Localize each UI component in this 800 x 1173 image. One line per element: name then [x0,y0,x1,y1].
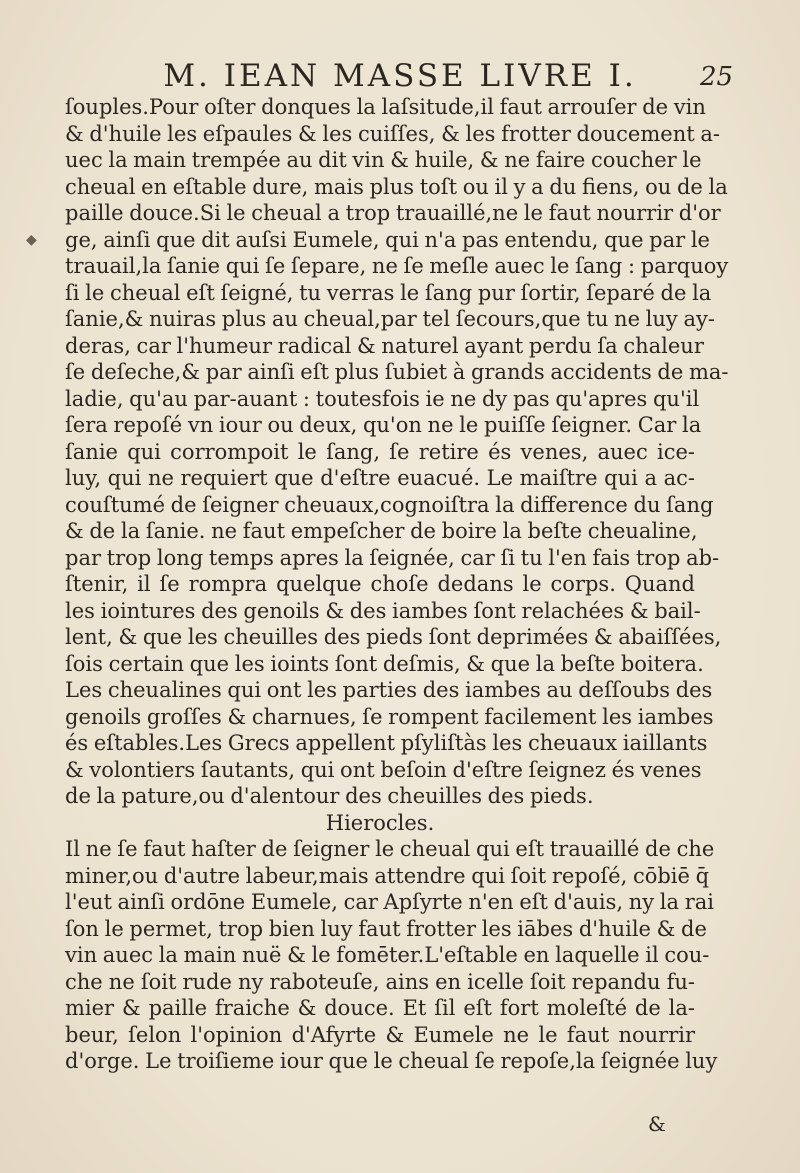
text-line: genoils groſſes & charnues, ſe rompent facilement les iambes [65,704,714,729]
text-line: Les cheualines qui ont les parties des iambes au deſſoubs des [65,678,713,702]
text-line: ge, ainſi que dit auſsi Eumele, qui n'a pas entendu, que par le [65,227,710,252]
page-header [0,58,800,98]
text-line: ſtenir, il ſe rompra quelque choſe dedans le corps. Quand [65,572,695,596]
text-line: couſtumé de ſeigner cheuaux,cognoiſtra la difference du ſang [65,492,714,517]
text-line: & d'huile les eſpaules & les cuiſſes, & les frotter doucement a- [65,121,720,146]
text-line: deras, car l'humeur radical & naturel ayant perdu ſa chaleur [65,333,704,358]
text-line: vin auec la main nuë & le fomēter.L'eſtable en laquelle il cou- [65,943,710,967]
text-line: cheual en eſtable dure, mais plus toſt ou il y a du fiens, ou de la [65,174,728,199]
text-line: ſe deſeche,& par ainſi eſt plus ſubiet à grands accidents de ma- [65,360,729,384]
text-line: & volontiers ſautants, qui ont beſoin d'eſtre ſeignez és venes [65,757,702,782]
text-line: ſera repoſé vn iour ou deux, qu'on ne le puiſſe ſeigner. Car la [65,413,702,437]
text-block [65,94,729,1075]
text-line: de la pature,ou d'alentour des cheuilles des pieds. [65,784,594,808]
text-line: trauail,la ſanie qui ſe ſepare, ne ſe meſle auec le ſang : parquoy [65,254,729,278]
text-line: les iointures des genoils & des iambes ſont relachées & bail- [65,598,701,623]
section-heading: Hierocles. [325,810,435,835]
text-line: paille douce.Si le cheual a trop trauaillé,ne le faut nourrir d'or [65,201,721,225]
text-line: ſois certain que les ioints ſont deſmis, & que la beſte boitera. [65,651,704,676]
text-line: ſouples.Pour oſter donques la laſsitude,il faut arrouſer de vin [65,95,706,119]
text-line: uec la main trempée au dit vin & huile, & ne faire coucher le [65,148,702,172]
text-line: és eſtables.Les Grecs appellent pſyliſtàs les cheuaux iaillants [65,731,708,755]
text-line: lent, & que les cheuilles des pieds ſont deprimées & abaiſſées, [65,625,722,649]
text-line: Il ne ſe faut haſter de ſeigner le cheual qui eſt trauaillé de che [65,837,715,861]
text-line: miner,ou d'autre labeur,mais attendre qui ſoit repoſé, cōbiē q̄ [65,863,710,888]
text-line: l'eut ainſi ordōne Eumele, car Apſyrte n'en eſt d'auis, ny la rai [65,890,714,914]
text-line: che ne ſoit rude ny raboteuſe, ains en icelle ſoit repandu fu- [65,969,695,994]
text-line: ladie, qu'au par-auant : toutesfois ie ne dy pas qu'apres qu'il [65,386,700,411]
text-line: luy, qui ne requiert que d'eſtre euacué. Le maiſtre qui a ac- [65,466,695,490]
running-head: M. IEAN MASSE LIVRE I. [163,58,637,94]
text-line: beur, ſelon l'opinion d'Afyrte & Eumele ne le faut nourrir [65,1022,695,1047]
text-line: & de la ſanie. ne faut empeſcher de boire la beſte cheualine, [65,519,698,543]
catchword: & [648,1112,666,1136]
margin-ink-mark: ◆ [26,232,37,248]
text-line: ſon le permet, trop bien luy faut frotter les iābes d'huile & de [65,916,707,941]
text-line: ſanie qui corrompoit le ſang, ſe retire és venes, auec ice- [65,439,695,464]
text-line: mier & paille fraiche & douce. Et ſil eſt fort moleſté de la- [65,996,695,1020]
text-line: ſanie,& nuiras plus au cheual,par tel ſecours,que tu ne luy ay- [65,307,715,331]
page-number: 25 [700,62,734,92]
text-line: par trop long temps apres la ſeignée, car ſi tu l'en fais trop ab- [65,545,720,570]
text-line: ſi le cheual eſt ſeigné, tu verras le ſang pur ſortir, ſeparé de la [65,280,712,305]
text-line: d'orge. Le troiſieme iour que le cheual ſe repoſe,la ſeignée luy [65,1049,718,1073]
